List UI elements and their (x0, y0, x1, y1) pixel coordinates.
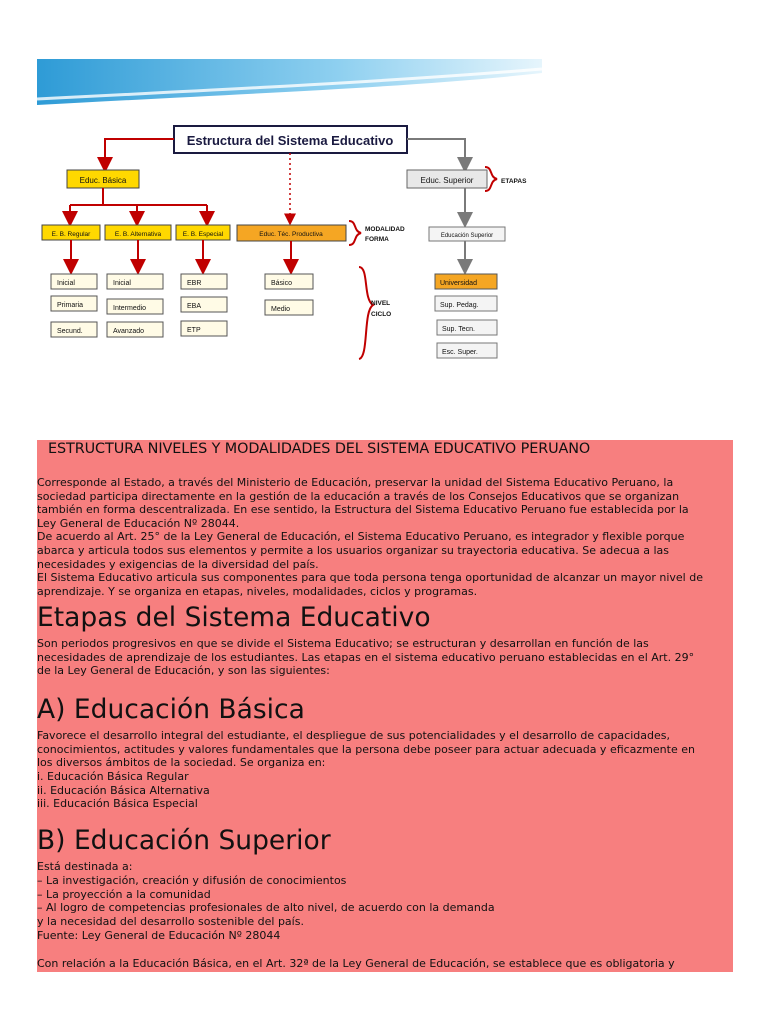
modalidad-label: MODALIDAD (365, 226, 405, 233)
relacion-text: Con relación a la Educación Básica, en el Art. 32ª de la Ley General de Educación, se establece que es obligatoria y (37, 957, 675, 970)
intro-paragraph: Corresponde al Estado, a través del Ministerio de Educación, preservar la unidad del Sistema Educativo Peruano, la sociedad participa directamente en la gestión de la educación a través de los Consejos Educativos que se organizan también en forma descentralizada. En ese sentido, la Estructura del Sistema Educativo Peruano fue establecida por la Ley General de Educación Nº 28044. De acuerdo al Art. 25° de la Ley General de Educación, el Sistema Educativo Peruano, es integrador y flexible porque abarca y articula todos sus elementos y permite a los usuarios organizar su trayectoria educativa. Se adecua a las necesidades y exigencias de la diversidad del país. El Sistema Educativo articula sus componentes para que toda persona tenga oportunidad de alcanzar un mayor nivel de aprendizaje. Y se organiza en etapas, niveles, modalidades, ciclos y programas. (37, 476, 703, 598)
level-eba: EBA (187, 303, 202, 310)
level-inicial-alternativa: Inicial (113, 280, 131, 287)
level-avanzado: Avanzado (113, 328, 145, 335)
level-esc-super: Esc. Super. (442, 349, 478, 356)
level-inicial-regular: Inicial (57, 280, 75, 287)
list-item: – La proyección a la comunidad (37, 887, 211, 901)
superior-heading: B) Educación Superior (37, 825, 331, 856)
header-swoosh (37, 59, 542, 105)
etapas-heading: Etapas del Sistema Educativo (37, 602, 431, 633)
list-item: – Al logro de competencias profesionales de alto nivel, de acuerdo con la demanda (37, 901, 495, 915)
level-sup-pedag: Sup. Pedag. (440, 302, 479, 309)
list-item: i. Educación Básica Regular (37, 770, 189, 783)
list-item: y la necesidad del desarrollo sostenible del país. (37, 914, 304, 928)
section-header: ESTRUCTURA NIVELES Y MODALIDADES DEL SISTEMA EDUCATIVO PERUANO (48, 441, 591, 457)
level-medio: Medio (271, 306, 291, 313)
eb-especial-label: E. B. Especial (182, 231, 224, 238)
level-intermedio: Intermedio (113, 305, 147, 312)
superior-intro: Está destinada a: (37, 860, 133, 873)
regular-levels (51, 274, 97, 337)
basica-paragraph: Favorece el desarrollo integral del estudiante, el despliegue de sus potencialidades y el desarrollo de capacidades, conocimientos, actitudes y valores fundamentales que la persona debe poseer para actuar adecuada y eficazmente en los diversos ámbitos de la sociedad. Se organiza en: (37, 729, 695, 770)
basica-heading: A) Educación Básica (37, 694, 305, 725)
education-structure-diagram (37, 59, 542, 395)
superior-levels (435, 274, 497, 358)
alternativa-levels (107, 274, 163, 337)
basica-list (37, 770, 210, 811)
tecnico-productiva-label: Educ. Téc. Productiva (259, 231, 323, 238)
forma-label: FORMA (365, 236, 389, 243)
superior-list (37, 874, 495, 928)
list-item: iii. Educación Básica Especial (37, 797, 198, 811)
nivel-label: NIVEL (371, 300, 391, 307)
eb-alternativa-label: E. B. Alternativa (114, 231, 162, 238)
etapas-paragraph: Son periodos progresivos en que se divide el Sistema Educativo; se estructuran y desarrollan en función de las necesidades de aprendizaje de los estudiantes. Las etapas en el sistema educativo peruano establecidas en el Art. 29° de la Ley General de Educación, y son las siguientes: (37, 637, 695, 678)
list-item: ii. Educación Básica Alternativa (37, 783, 210, 797)
level-ebr: EBR (187, 280, 202, 287)
level-universidad: Universidad (440, 280, 477, 287)
level-sup-tecn: Sup. Tecn. (442, 326, 475, 333)
tecnico-levels (265, 274, 313, 315)
level-etp: ETP (187, 327, 201, 334)
educ-basica-label: Educ. Básica (79, 176, 127, 185)
diagram-title: Estructura del Sistema Educativo (186, 133, 394, 148)
fuente-text: Fuente: Ley General de Educación Nº 28044 (37, 929, 281, 942)
content-panel (37, 440, 733, 972)
diagram-canvas (37, 59, 542, 395)
educacion-superior-label: Educación Superior (440, 233, 494, 239)
educ-superior-label: Educ. Superior (420, 176, 474, 185)
level-primaria: Primaria (57, 302, 84, 309)
ciclo-label: CICLO (371, 311, 392, 318)
especial-levels (181, 274, 227, 336)
etapas-label: ETAPAS (501, 178, 527, 185)
level-secundaria: Secund. (57, 328, 83, 335)
eb-regular-label: E. B. Regular (51, 231, 91, 238)
level-basico: Básico (271, 280, 293, 287)
list-item: – La investigación, creación y difusión de conocimientos (37, 874, 347, 887)
